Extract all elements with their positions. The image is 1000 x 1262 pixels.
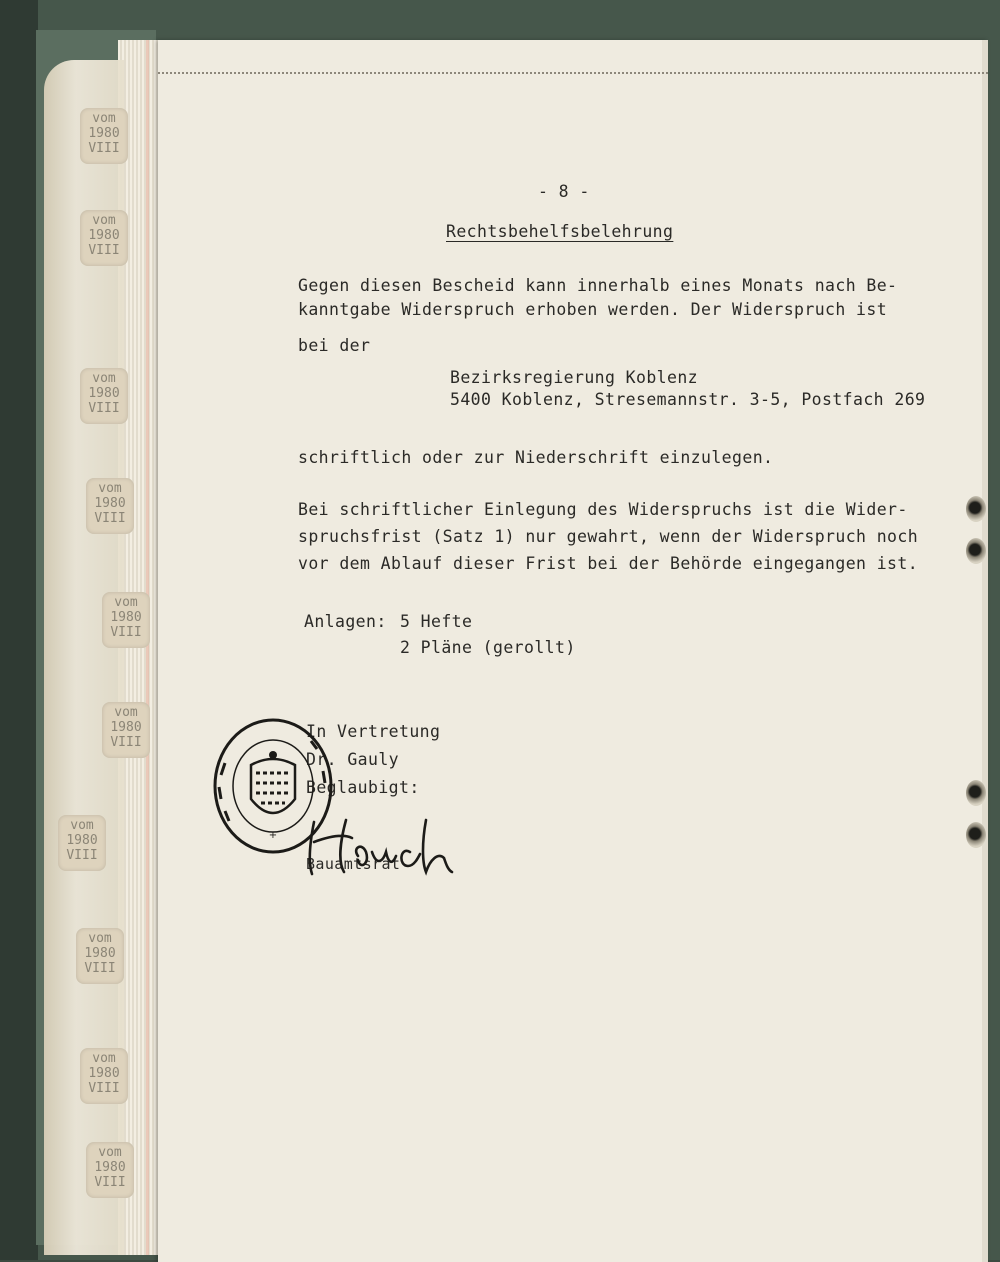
tab-text: 1980: [66, 833, 98, 848]
punch-hole: [966, 496, 986, 522]
address-line: Bezirksregierung Koblenz: [450, 368, 699, 387]
tab-text: vom: [98, 481, 122, 496]
tab-text: VIII: [94, 511, 126, 526]
binder-tab[interactable]: [76, 928, 124, 984]
tab-text: vom: [92, 213, 116, 228]
tab-text: 1980: [88, 126, 120, 141]
signature-line: Dr. Gauly: [306, 750, 400, 769]
tab-text: 1980: [84, 946, 116, 961]
paragraph-line: spruchsfrist (Satz 1) nur gewahrt, wenn der Widerspruch noch: [298, 527, 919, 546]
binder-tab[interactable]: [86, 1142, 134, 1198]
tab-text: vom: [114, 705, 138, 720]
tab-text: vom: [92, 371, 116, 386]
binder-tab[interactable]: [80, 108, 128, 164]
paragraph-line: Gegen diesen Bescheid kann innerhalb eines Monats nach Be-: [298, 276, 898, 295]
binder-tab[interactable]: [80, 368, 128, 424]
tab-text: 1980: [94, 496, 126, 511]
tab-text: VIII: [94, 1175, 126, 1190]
signature-line: Beglaubigt:: [306, 778, 420, 797]
document-title: Rechtsbehelfsbelehrung: [446, 222, 674, 241]
binder-tab[interactable]: [80, 210, 128, 266]
punch-hole: [966, 822, 986, 848]
binder-tab[interactable]: [102, 702, 150, 758]
tab-text: vom: [92, 1051, 116, 1066]
tab-text: VIII: [110, 625, 142, 640]
signer-title: Bauamtsrat: [306, 855, 401, 873]
tab-text: 1980: [88, 228, 120, 243]
binder-tab[interactable]: [102, 592, 150, 648]
binder-spine: [0, 0, 38, 1260]
address-line: 5400 Koblenz, Stresemannstr. 3-5, Postfach 269: [450, 390, 926, 409]
binder-tab[interactable]: [86, 478, 134, 534]
tab-text: VIII: [88, 401, 120, 416]
attachment-item: 2 Pläne (gerollt): [400, 638, 576, 657]
tab-text: 1980: [94, 1160, 126, 1175]
tab-text: vom: [70, 818, 94, 833]
tab-text: vom: [98, 1145, 122, 1160]
tab-text: VIII: [110, 735, 142, 750]
tab-text: VIII: [84, 961, 116, 976]
tab-text: 1980: [88, 1066, 120, 1081]
page-edge: [982, 40, 988, 1262]
tab-text: VIII: [66, 848, 98, 863]
tab-text: vom: [92, 111, 116, 126]
perforation-line: [158, 72, 988, 74]
punch-hole: [966, 538, 986, 564]
tab-text: VIII: [88, 141, 120, 156]
tab-text: 1980: [88, 386, 120, 401]
tab-text: VIII: [88, 1081, 120, 1096]
paragraph-line: vor dem Ablauf dieser Frist bei der Behörde eingegangen ist.: [298, 554, 919, 573]
paragraph-line: kanntgabe Widerspruch erhoben werden. Der Widerspruch ist: [298, 300, 888, 319]
svg-text:+: +: [268, 830, 278, 841]
attachment-item: 5 Hefte: [400, 612, 473, 631]
page-stack-red-edge: [146, 40, 149, 1255]
tab-text: vom: [88, 931, 112, 946]
paragraph-line: Bei schriftlicher Einlegung des Widerspruchs ist die Wider-: [298, 500, 908, 519]
handwritten-signature: [300, 812, 490, 882]
signature-line: In Vertretung: [306, 722, 441, 741]
tab-text: 1980: [110, 610, 142, 625]
attachments-label: Anlagen:: [304, 612, 387, 631]
document-page: [158, 40, 988, 1262]
tab-text: 1980: [110, 720, 142, 735]
binder-tab[interactable]: [58, 815, 106, 871]
paragraph-line: schriftlich oder zur Niederschrift einzulegen.: [298, 448, 774, 467]
binder-tab[interactable]: [80, 1048, 128, 1104]
page-number: - 8 -: [538, 182, 590, 201]
punch-hole: [966, 780, 986, 806]
paragraph-line: bei der: [298, 336, 371, 355]
tab-text: vom: [114, 595, 138, 610]
tab-text: VIII: [88, 243, 120, 258]
